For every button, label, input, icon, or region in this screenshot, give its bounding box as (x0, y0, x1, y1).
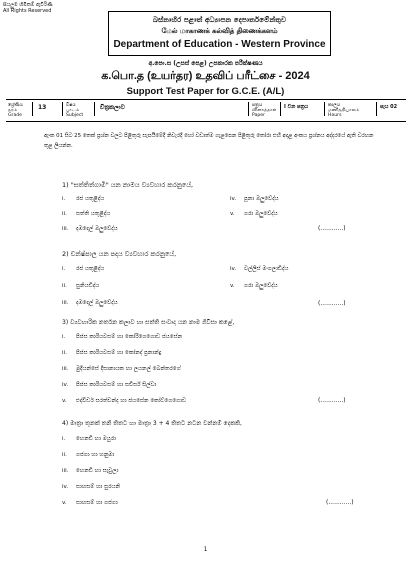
time-value: පැය 02 (380, 104, 398, 110)
info-divider (376, 102, 377, 116)
question-4-option-iii: iii. හෙනඩි හා සැවුලා (62, 468, 119, 474)
question-4-answer-box: (............) (326, 499, 354, 506)
time-label: කාලය மணித்தியாலம் Hours (328, 103, 360, 118)
info-divider (62, 102, 63, 116)
copyright-sinhala: සියලුම හිමිකම් ඇවිරිණි (3, 2, 53, 8)
grade-label: ශ්‍රේණිය தரம் Grade (8, 103, 23, 118)
info-divider (280, 102, 281, 116)
grade-value: 13 (38, 104, 47, 111)
info-divider (248, 102, 249, 116)
question-3-title: 3) ව්‍යවහාරික නර්තන කලාව හා සත්ති සංවාද යන නාම ගිවිසා කළේ, (62, 319, 235, 326)
question-4-option-i: i. හෙනඩි හා මයුරා (62, 436, 116, 442)
question-1-answer-box: (............) (318, 225, 346, 232)
question-2-option-iii: iii. දඹදෙල් ඔලුවේද්ය (62, 300, 118, 306)
question-3-answer-box: (............) (318, 397, 346, 404)
question-2-answer-box: (............) (318, 300, 346, 307)
info-divider (324, 102, 325, 116)
department-name-sinhala: බස්නාහිර පළාත් අධ්‍යාපන දෙපාර්තමේන්තුව (152, 15, 287, 24)
subject-value: චිත්‍රකලාව (100, 104, 125, 111)
question-1-option-v: v. ගරා ඔලුවේද්ය (230, 211, 278, 217)
exam-title-block (0, 60, 411, 97)
question-3-option-iv: iv. පිජස කාරියවසම් හා සචිර්ස් සිල්වා (62, 382, 157, 388)
question-4-option-v: v. සාහසම් හා ගජගා (62, 500, 118, 506)
question-1-option-iii: iii. දඹදෙල් ඔලුවේද්ය (62, 226, 118, 232)
question-1-option-ii: ii. සත්ති යතුළිද්ය (62, 211, 111, 217)
copyright-english: All Rights Reserved (3, 8, 52, 14)
instructions: ඇංක 01 සිට 25 තෙක් ප්‍රශ්න වලට පිළිතුරු සැපයීමේදී නිවැරදි හෝ වඩාත්ම ගැළපෙන පිළිතුරු තෝරා එහි අදාළ අංකය ප්‍රශ්නය අද්දරයේ ඇති වරහන තුළ ලියන්න. (44, 133, 374, 149)
exam-title-english: Support Test Paper for G.C.E. (A/L) (126, 86, 285, 97)
divider-bottom (6, 121, 406, 122)
exam-title-tamil: க.பொ.த (உயர்தர) உதவிப் பரீட்சை - 2024 (101, 70, 310, 82)
question-2-option-iv: iv. වල්ලිස් මංගලාඩිද්ය (230, 266, 289, 272)
paper-value: I වන පත්‍රය (284, 104, 309, 110)
question-3-option-v: v. එද්වීර්ඩ සරත්චන්ද හා ජයසේන කෝට්ගෙගොඩ (62, 398, 187, 404)
paper-label: පත්‍රය வினாத்தாள் Paper (252, 103, 277, 118)
question-1-title: 1) "සත්තිත්ගාමී" යන නාමය ව්‍යවහාර කරනුයේ, (62, 181, 194, 189)
question-3-option-iii: iii. මුදියන්සේ දිසානායක හා ලයනල් බෙන්තරගේ (62, 366, 181, 372)
exam-title-sinhala: අ.පො.ස (උසස් පෙළ) උපකාරක පරීක්ෂණය (148, 60, 263, 67)
page-number: 1 (203, 546, 208, 553)
question-4-option-iv: iv. සාහසම් හා සුරයනි (62, 484, 121, 490)
department-name-tamil: மேல் மாகாணக் கல்வித் திணைக்களம் (161, 27, 278, 35)
info-divider (32, 102, 33, 116)
question-4-title: 4) මාත්‍රා තුනක් තනි තිතට හා මාත්‍රා 3 + 4 තිතට නටන චන්නම් දෙකකි, (62, 420, 242, 427)
paper-info-row (6, 100, 406, 119)
question-2-option-i: i. රජ යතුළිද්ය (62, 266, 105, 272)
info-divider (94, 102, 95, 116)
subject-label: විෂය பாடம் Subject (66, 103, 84, 118)
question-1-option-i: i. රජ යතුළිද්ය (62, 196, 105, 202)
question-4-option-ii: ii. ගජගා හා හනුමා (62, 452, 115, 458)
question-1-option-iv: iv. පූනා ඔලුවේද්ය (230, 196, 279, 202)
question-2-option-v: v. ගරා ඔලුවේද්ය (230, 283, 278, 289)
question-3-option-i: i. පිජස කාරියවසම් හා කෝරිගෙගොඩ ජයසේන (62, 334, 183, 340)
department-name-english: Department of Education - Western Province (113, 39, 326, 50)
question-2-title: 2) චන්ෂ්පාල යන පදය ව්‍යවහාර කරනුයේ, (62, 250, 177, 258)
copyright-notice (3, 2, 53, 14)
question-3-option-ii: ii. පිජස කාරියවසම් හා කෝනද් ප්‍රනාන්දු (62, 350, 162, 356)
department-header (108, 11, 331, 56)
question-2-option-ii: ii. සුනියඩිද්ය (62, 283, 100, 289)
